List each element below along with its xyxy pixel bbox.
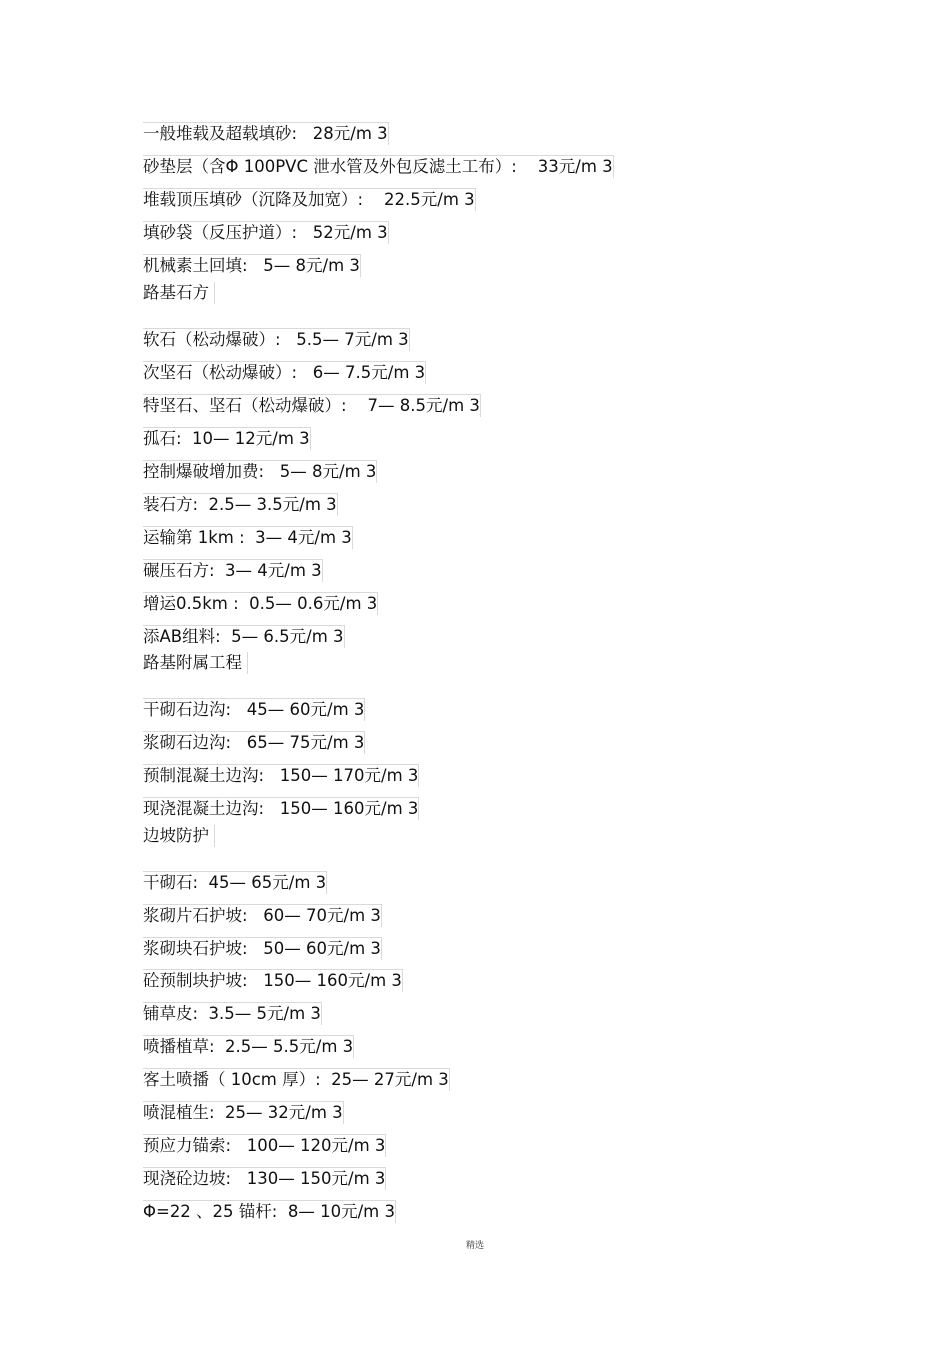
price-line: 喷混植生: 25— 32元/m 3 bbox=[143, 1103, 343, 1122]
price-line: 砼预制块护坡: 150— 160元/m 3 bbox=[143, 971, 402, 990]
price-line: 预制混凝土边沟: 150— 170元/m 3 bbox=[143, 766, 419, 785]
price-line: 控制爆破增加费: 5— 8元/m 3 bbox=[143, 462, 377, 481]
price-line: 浆砌块石护坡: 50— 60元/m 3 bbox=[143, 939, 381, 958]
price-line: 运输第 1km : 3— 4元/m 3 bbox=[143, 528, 352, 547]
price-line: 装石方: 2.5— 3.5元/m 3 bbox=[143, 495, 337, 514]
price-line: 一般堆载及超载填砂: 28元/m 3 bbox=[143, 124, 388, 143]
price-line: 喷播植草: 2.5— 5.5元/m 3 bbox=[143, 1037, 354, 1056]
price-line: 堆载顶压填砂（沉降及加宽）: 22.5元/m 3 bbox=[143, 190, 475, 209]
price-line: 现浇砼边坡: 130— 150元/m 3 bbox=[143, 1169, 386, 1188]
price-line: 碾压石方: 3— 4元/m 3 bbox=[143, 561, 322, 580]
price-line: 浆砌石边沟: 65— 75元/m 3 bbox=[143, 733, 365, 752]
price-line: 软石（松动爆破）: 5.5— 7元/m 3 bbox=[143, 330, 409, 349]
footer-note: 精选 bbox=[466, 1241, 485, 1251]
section-heading: 路基附属工程 bbox=[143, 652, 248, 674]
price-line: 客土喷播（ 10cm 厚）: 25— 27元/m 3 bbox=[143, 1070, 449, 1089]
price-line: 填砂袋（反压护道）: 52元/m 3 bbox=[143, 223, 388, 242]
price-line: Φ=22 、25 锚杆: 8— 10元/m 3 bbox=[143, 1202, 395, 1221]
price-line: 干砌石: 45— 65元/m 3 bbox=[143, 873, 327, 892]
price-line: 预应力锚索: 100— 120元/m 3 bbox=[143, 1136, 386, 1155]
price-line: 干砌石边沟: 45— 60元/m 3 bbox=[143, 700, 365, 719]
price-line: 现浇混凝土边沟: 150— 160元/m 3 bbox=[143, 799, 419, 818]
section-heading: 边坡防护 bbox=[143, 825, 215, 847]
price-line: 砂垫层（含Φ 100PVC 泄水管及外包反滤土工布）: 33元/m 3 bbox=[143, 157, 613, 176]
price-line: 铺草皮: 3.5— 5元/m 3 bbox=[143, 1004, 321, 1023]
price-line: 浆砌片石护坡: 60— 70元/m 3 bbox=[143, 906, 381, 925]
price-line: 机械素土回填: 5— 8元/m 3 bbox=[143, 256, 360, 275]
price-line: 特坚石、坚石（松动爆破）: 7— 8.5元/m 3 bbox=[143, 396, 480, 415]
section-heading: 路基石方 bbox=[143, 282, 215, 304]
price-line: 添AB组料: 5— 6.5元/m 3 bbox=[143, 627, 344, 646]
price-line: 次坚石（松动爆破）: 6— 7.5元/m 3 bbox=[143, 363, 426, 382]
price-line: 增运0.5km : 0.5— 0.6元/m 3 bbox=[143, 594, 378, 613]
price-line: 孤石: 10— 12元/m 3 bbox=[143, 429, 310, 448]
